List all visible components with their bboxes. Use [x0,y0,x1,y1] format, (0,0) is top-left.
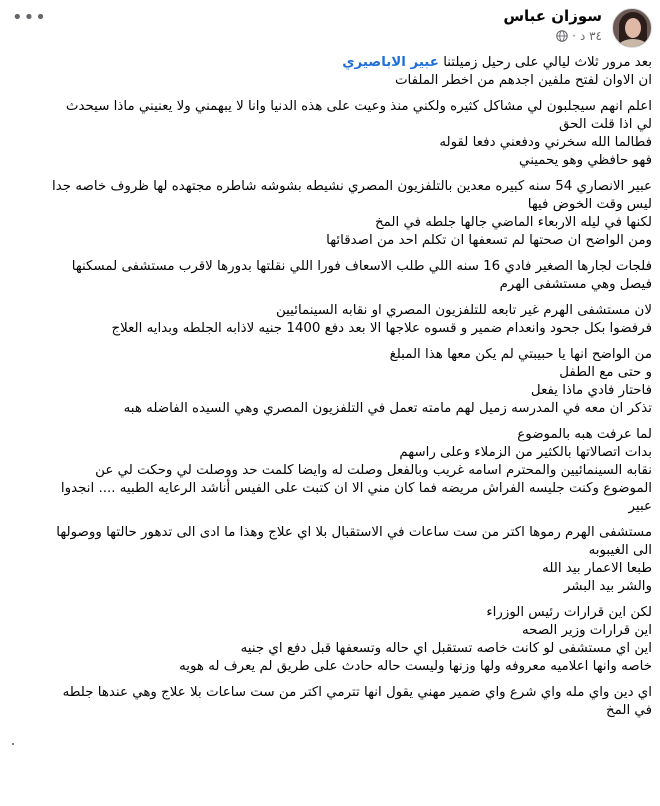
more-options-icon[interactable]: ••• [12,7,47,28]
post-line: و حتى مع الطفل [559,365,652,380]
intro-line-1 [0,54,652,72]
post-line: اعلم انهم سيجلبون لي مشاكل كثيره ولكني منذ وعيت على هذه الدنيا وانا لا يبهمني ولا يعنيني ماذا سيحدث [65,99,652,114]
post-line: والشر بيد البشر [563,579,652,594]
post-line: مستشفى الهرم رموها اكتر من ست ساعات في الاستقبال بلا اي علاج وهذا ما ادى الى تدهور حالتها ووصولها [56,525,652,540]
post-line: فرفضوا بكل جحود وانعدام ضمير و قسوه علاجها الا بعد دفع 1400 جنيه لاذابه الجلطه وبدايه العلاج [111,321,652,336]
post-line: بدات اتصالاتها بالكثير من الزملاء وعلى راسهم [399,445,652,460]
post-paragraph [0,604,652,676]
post-paragraph [0,346,652,418]
post-line: لي اذا قلت الحق [558,117,652,132]
avatar-body [618,39,648,48]
post-line: فيصل وهي مستشفى الهرم [499,277,652,292]
post-line: في المخ [605,703,652,718]
post-line: فاحتار فادي ماذا يفعل [530,383,652,398]
post-line: الموضوع وكنت جليسه الفراش مريضه فما كان مني الا ان كتبت على الفيس أناشد الرعايه الطبيه .... انجدوا [60,481,652,496]
post-line: لكنها في ليله الاربعاء الماضي جالها جلطه في المخ [375,215,652,230]
post-timestamp[interactable]: ٣٤ د [579,29,602,43]
post-paragraph [0,524,652,596]
post-line: تذكر ان معه في المدرسه زميل لهم مامته تعمل في التلفزيون المصري وهي السيده الفاضله هبه [123,401,652,416]
post-paragraph [0,98,652,170]
post-line: اي دين واي مله واي شرع واي ضمير مهني يقول انها تترمي اكتر من ست ساعات بلا علاج وهي عندها جلطه [62,685,652,700]
post-line: اين قرارات وزير الصحه [522,623,652,638]
mention-link[interactable]: عبير الاباصيري [342,55,439,70]
post-line: فطالما الله سخرني ودفعني دفعا لقوله [439,135,652,150]
post-line: فهو حافظي وهو يحميني [519,153,652,168]
post-line: طبعا الاعمار بيد الله [542,561,652,576]
post-line: لان مستشفى الهرم غير تابعه للتلفزيون المصري او نقابه السينمائيين [275,303,652,318]
post-line: خاصه وانها اعلاميه معروفه ولها وزنها وليست حاله حادث على طريق لم يعرف له هويه [179,659,652,674]
post-line: الى الغيبوبه [588,543,652,558]
post-line: عبير [628,499,652,514]
meta-separator: · [572,29,576,43]
post-line: فلجات لجارها الصغير فادي 16 سنه اللي طلب الاسعاف فورا اللي نقلتها بدورها لاقرب مستشفى لمسكنها [71,259,652,274]
post-paragraph [0,178,652,250]
post-line: لكن اين قرارات رئيس الوزراء [486,605,652,620]
globe-icon [556,30,568,42]
intro-paragraph [0,54,652,90]
post-header [0,0,660,50]
author-name[interactable]: سوزان عباس [503,7,602,25]
post-paragraph [0,258,652,294]
intro-text: بعد مرور ثلاث ليالي على رحيل زميلتنا [443,55,652,70]
post-line: من الواضح انها يا حبيبتي لم يكن معها هذا المبلغ [389,347,652,362]
post-body [0,50,652,720]
author-avatar[interactable] [612,8,652,48]
post-line: نقابه السينمائيين والمحترم اسامه غريب وبالفعل وصلت له وايضا كلمت حد ووصلت لي وحكت لي عن [95,463,652,478]
post-line: اين اي مستشفى لو كانت خاصه تستقبل اي حاله وتسعفها قبل دفع اي جنيه [240,641,652,656]
post-meta [556,29,602,43]
stray-dot [12,743,14,745]
post-line: ليس وقت الخوض فيها [527,197,652,212]
post-line: لما عرفت هبه بالموضوع [517,427,652,442]
post-paragraph [0,684,652,720]
avatar-face [625,18,641,38]
post-line: ومن الواضح ان صحتها لم تسعفها ان تكلم احد من اصدقائها [326,233,652,248]
post-paragraph [0,302,652,338]
post-line: عبير الانصاري 54 سنه كبيره معدين بالتلفزيون المصري نشيطه بشوشه شاطره مجتهده لها ظروف خاصه جدا [52,179,652,194]
intro-line-2: ان الاوان لفتح ملفين اجدهم من اخطر الملفات [394,73,652,88]
post-paragraph [0,426,652,516]
